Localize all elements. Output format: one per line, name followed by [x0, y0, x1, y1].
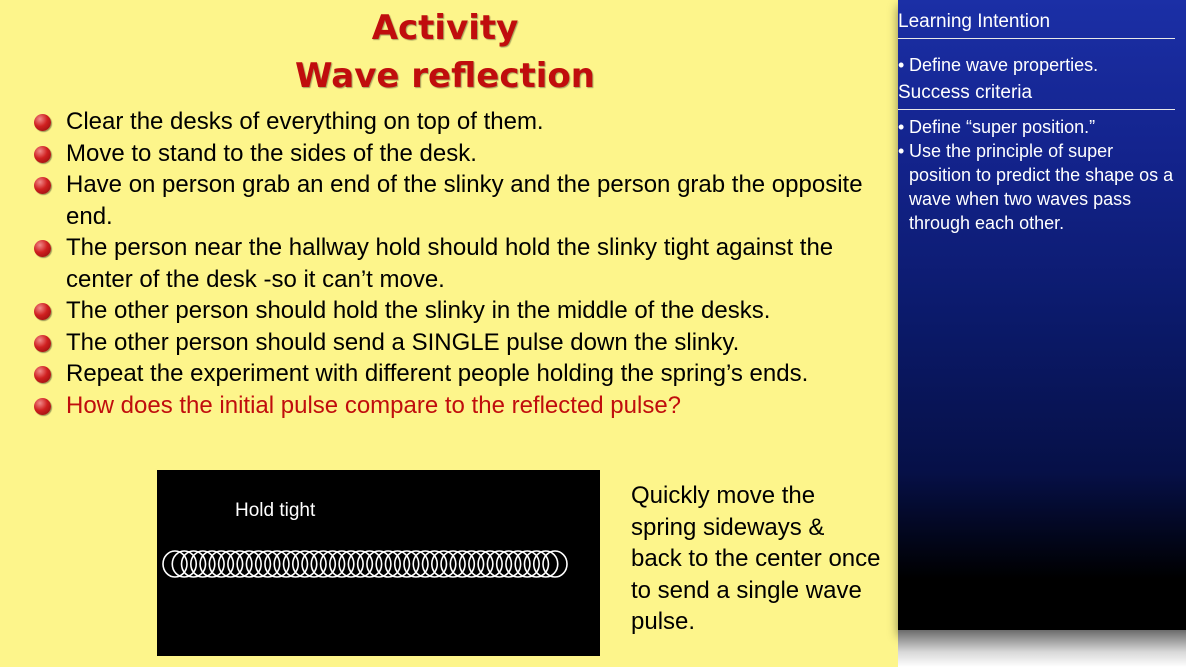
list-item — [34, 169, 884, 232]
hold-tight-label: Hold tight — [235, 500, 316, 521]
learning-intention-heading: Learning Intention — [898, 11, 1051, 32]
bullet-icon: • — [898, 55, 905, 75]
list-item-text: The person near the hallway hold should hold the slinky tight against the center of the desk -so it can’t move. — [66, 234, 834, 293]
success-criteria-heading: Success criteria — [898, 82, 1033, 103]
learning-intention-text: Define wave properties. — [909, 55, 1099, 75]
list-item — [34, 138, 884, 170]
learning-sidebar — [898, 0, 1186, 630]
list-item — [34, 327, 884, 359]
divider — [898, 38, 1175, 39]
success-criteria-text: Use the principle of super position to predict the shape os a wave when two waves pass through each other. — [909, 141, 1174, 233]
list-item-text: Clear the desks of everything on top of them. — [66, 108, 544, 135]
list-item — [34, 295, 884, 327]
bullet-icon — [34, 114, 51, 131]
list-item-text: The other person should hold the slinky in the middle of the desks. — [66, 297, 771, 324]
bullet-icon — [34, 335, 51, 352]
learning-intention-item — [898, 53, 1180, 77]
bullet-icon — [34, 240, 51, 257]
slinky-image — [157, 470, 600, 656]
bullet-icon — [34, 146, 51, 163]
bullet-icon — [34, 398, 51, 415]
question-text: How does the initial pulse compare to the reflected pulse? — [66, 391, 682, 419]
list-item-text: Repeat the experiment with different people holding the spring’s ends. — [66, 360, 809, 387]
instruction-caption: Quickly move the spring sideways & back to the center once to send a single wave pulse. — [631, 482, 881, 635]
list-item-text: Have on person grab an end of the slinky and the person grab the opposite end. — [66, 171, 863, 230]
list-item — [34, 106, 884, 138]
list-item — [34, 232, 884, 295]
divider — [898, 109, 1175, 110]
bullet-icon: • — [898, 141, 905, 161]
bullet-icon — [34, 177, 51, 194]
bullet-icon — [34, 366, 51, 383]
success-criteria-item — [898, 115, 1180, 139]
bullet-icon — [34, 303, 51, 320]
success-criteria-text: Define “super position.” — [909, 117, 1096, 137]
slide-subtitle: Wave reflection — [294, 56, 595, 96]
list-item-text: Move to stand to the sides of the desk. — [66, 139, 477, 167]
instruction-list — [34, 106, 884, 421]
success-criteria-list — [898, 115, 1180, 235]
learning-intention-list — [898, 53, 1180, 77]
slinky-coil-icon — [157, 470, 600, 656]
slide-title: Activity — [371, 8, 519, 48]
list-item — [34, 358, 884, 390]
list-item-text: The other person should send a SINGLE pulse down the slinky. — [66, 328, 740, 356]
bullet-icon: • — [898, 117, 905, 137]
success-criteria-item — [898, 139, 1180, 235]
question-item — [34, 390, 884, 422]
sidebar-reflection — [898, 630, 1186, 667]
